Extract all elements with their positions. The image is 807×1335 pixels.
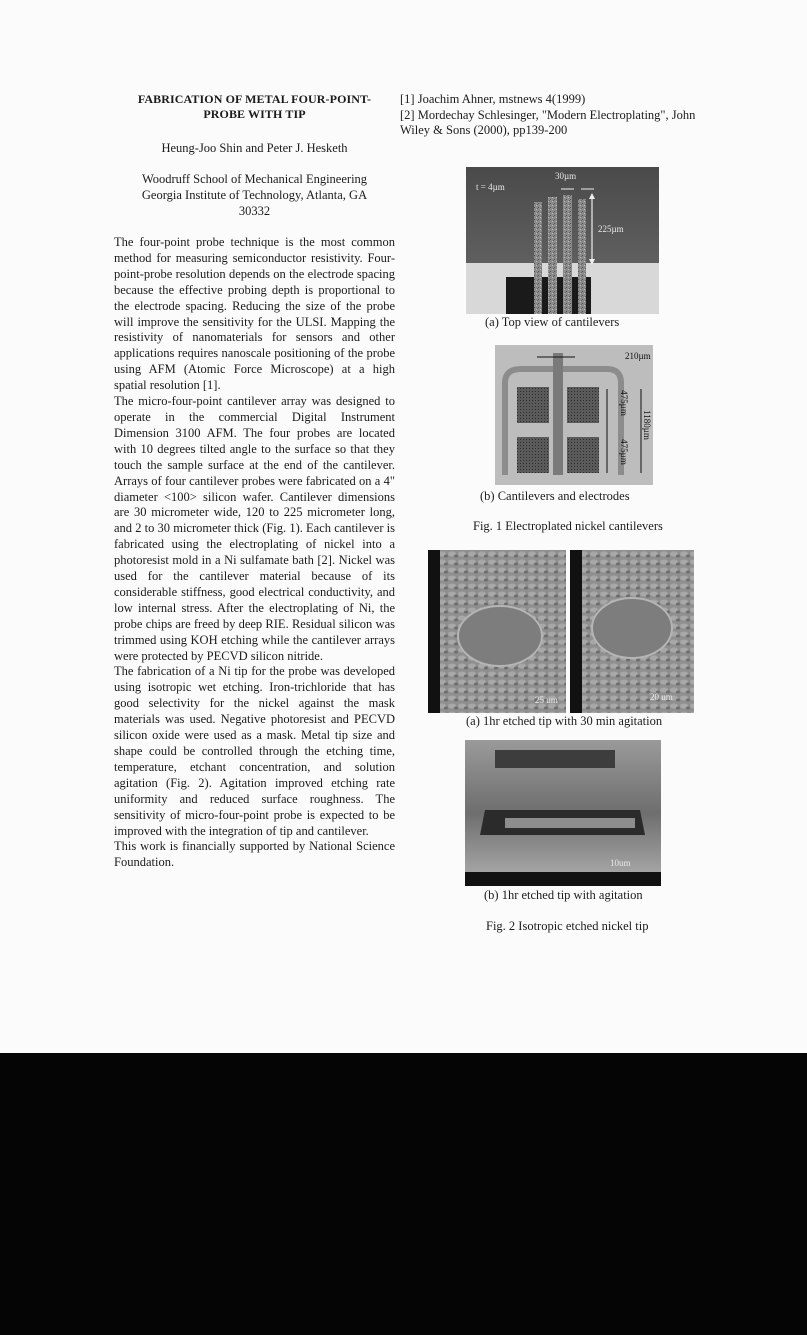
title-line-1: FABRICATION OF METAL FOUR-POINT- (137, 92, 372, 106)
paper-title (114, 92, 395, 122)
fig1b-pad-top-left (517, 387, 549, 423)
reference-2: [2] Mordechay Schlesinger, "Modern Electroplating", John Wiley & Sons (2000), pp139-200 (400, 107, 696, 137)
fig2a-left-databar (428, 550, 440, 713)
scan-black-band (0, 1053, 807, 1335)
fig2a-right-tip-crater (592, 598, 672, 658)
fig2a-left-tip-crater (458, 606, 542, 666)
fig1b-side-label-2: 475µm (618, 439, 629, 465)
affiliation-line-2: Georgia Institute of Technology, Atlanta, GA (141, 188, 368, 202)
fig2a-caption: (a) 1hr etched tip with 30 min agitation (466, 714, 663, 728)
fig1b-pad-top-right (567, 387, 599, 423)
reference-1: [1] Joachim Ahner, mstnews 4(1999) (400, 92, 586, 106)
fig1b-pad-bottom-left (517, 437, 549, 473)
affiliation-line-1: Woodruff School of Mechanical Engineering (141, 172, 368, 186)
fig2a-right-databar (570, 550, 582, 713)
fig1a-thickness-label: t = 4µm (476, 182, 505, 192)
figure-1b-image (495, 345, 653, 485)
authors: Heung-Joo Shin and Peter J. Hesketh (161, 141, 348, 155)
figure-2b-image (465, 740, 661, 886)
fig1a-width-label: 30µm (555, 171, 577, 181)
fig1a-length-label: 225µm (598, 224, 624, 234)
paragraph-tip: The fabrication of a Ni tip for the probe was developed using isotropic wet etching. Iron-trichloride that has good selectivity for the nickel against the mask materials was used. Negative photoresist and PECVD silicon oxide were used as a mask. Metal tip size and shape could be controlled through the etching time, temperature, etchant concentration, and solution agitation (Fig. 2). Agitation improved etching rate uniformity and reduced surface roughness. The sensitivity of micro-four-point probe is expected to be improved with the integration of tip and cantilever. (114, 664, 395, 838)
figure-2a-right-image (570, 550, 694, 713)
fig1b-cantilevers (553, 353, 563, 475)
paragraph-intro: The four-point probe technique is the most common method for measuring semiconductor resistivity. Four-point-probe resolution depends on the electrode spacing because the effective probing depth is proportional to the electrode spacing. Reducing the size of the probe will improve the sensitivity for the ULSI. Mapping the resistivity of nanomaterials for sensors and other applications requires nanoscale positioning of the probe using AFM (Atomic Force Microscope) at a high spatial resolution [1]. (114, 235, 395, 393)
affiliation (114, 171, 395, 219)
right-column (400, 92, 700, 139)
fig2a-right-scale: 20 um (650, 692, 673, 702)
fig2-caption: Fig. 2 Isotropic etched nickel tip (486, 919, 649, 933)
fig2b-etched-ridge (505, 818, 635, 828)
fig1-caption: Fig. 1 Electroplated nickel cantilevers (473, 519, 663, 533)
paragraph-design: The micro-four-point cantilever array was designed to operate in the commercial Digital Instrument Dimension 3100 AFM. The four probes are located with 10 degrees tilted angle to the surface so that they touch the sample surface at the end of the cantilever. Arrays of four cantilever probes were fabricated on a 4" diameter <100> silicon wafer. Cantilever dimensions are 30 micrometer wide, 120 to 225 micrometer long, and 2 to 30 micrometer thick (Fig. 1). Each cantilever is fabricated using the electroplating of nickel into a photoresist mold in a Ni sulfamate bath [2]. Nickel was used for the cantilever material because of its considerable stiffness, good electrical conductivity, and low internal stress. After the electroplating of Ni, the probe chips are freed by deep RIE. Residual silicon was trimmed using KOH etching while the cantilever arrays were protected by PECVD silicon nitride. (114, 394, 395, 663)
fig2a-left-scale: 25 um (535, 695, 558, 705)
fig2b-scale: 10um (610, 858, 631, 868)
body-text (114, 235, 395, 871)
fig1a-caption: (a) Top view of cantilevers (485, 315, 620, 329)
fig1b-total-label: 1180µm (641, 410, 652, 440)
fig1a-cantilever-2 (548, 197, 557, 314)
affiliation-line-3: 30332 (238, 204, 271, 218)
fig1a-cantilever-3 (563, 195, 572, 314)
fig2b-databar (465, 872, 661, 886)
title-line-2: PROBE WITH TIP (203, 107, 306, 121)
paragraph-acknowledgment: This work is financially supported by National Science Foundation. (114, 839, 395, 870)
fig1a-cantilever-4 (578, 199, 586, 314)
left-column (114, 92, 395, 871)
fig2b-caption: (b) 1hr etched tip with agitation (484, 888, 643, 902)
fig1a-cantilever-1 (534, 202, 542, 314)
fig1b-top-label: 210µm (625, 351, 651, 361)
fig1b-caption: (b) Cantilevers and electrodes (480, 489, 630, 503)
fig1b-pad-bottom-right (567, 437, 599, 473)
fig1b-side-label-1: 475µm (618, 390, 629, 416)
figure-2a-left-image (428, 550, 566, 713)
fig2b-top-ledge (495, 750, 615, 768)
